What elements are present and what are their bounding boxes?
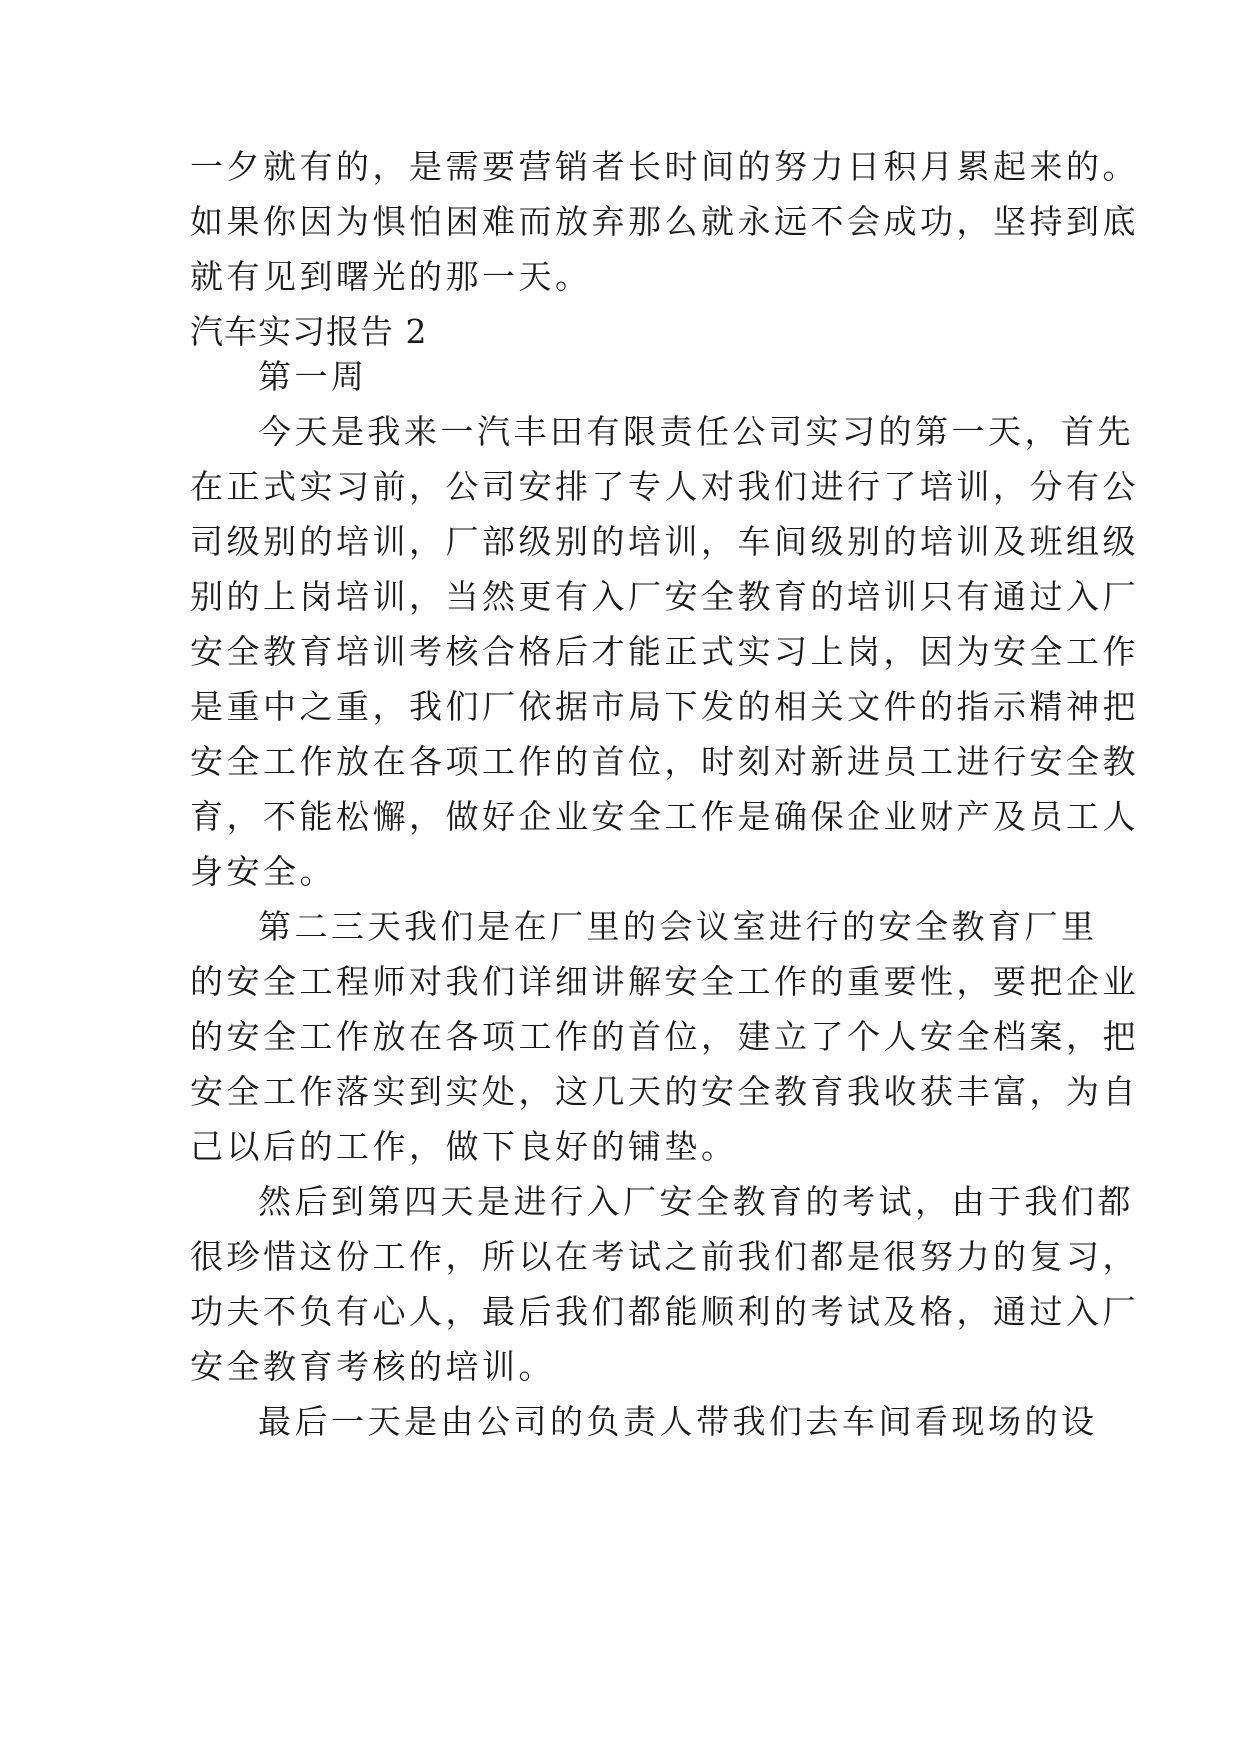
paragraph-first-line: 第二三天我们是在厂里的会议室进行的安全教育厂里	[258, 907, 1098, 946]
body-line: 己以后的工作，做下良好的铺垫。	[190, 1127, 738, 1166]
body-line: 一夕就有的，是需要营销者长时间的努力日积月累起来的。	[190, 147, 1139, 186]
body-line: 安全工作落实到实处，这几天的安全教育我收获丰富，为自	[190, 1072, 1139, 1111]
body-line: 的安全工程师对我们详细讲解安全工作的重要性，要把企业	[190, 962, 1139, 1001]
subsection-heading: 第一周	[258, 357, 368, 396]
body-line: 功夫不负有心人，最后我们都能顺利的考试及格，通过入厂	[190, 1292, 1139, 1331]
body-line: 身安全。	[190, 852, 336, 891]
body-line: 很珍惜这份工作，所以在考试之前我们都是很努力的复习，	[190, 1237, 1139, 1276]
paragraph-first-line: 今天是我来一汽丰田有限责任公司实习的第一天，首先	[258, 412, 1134, 451]
body-line: 如果你因为惧怕困难而放弃那么就永远不会成功，坚持到底	[190, 202, 1139, 241]
body-line: 安全工作放在各项工作的首位，时刻对新进员工进行安全教	[190, 742, 1139, 781]
body-line: 安全教育培训考核合格后才能正式实习上岗，因为安全工作	[190, 632, 1139, 671]
body-line: 育，不能松懈，做好企业安全工作是确保企业财产及员工人	[190, 797, 1139, 836]
paragraph-first-line: 然后到第四天是进行入厂安全教育的考试，由于我们都	[258, 1182, 1134, 1221]
body-line: 安全教育考核的培训。	[190, 1347, 555, 1386]
body-line: 司级别的培训，厂部级别的培训，车间级别的培训及班组级	[190, 522, 1139, 561]
body-line: 的安全工作放在各项工作的首位，建立了个人安全档案，把	[190, 1017, 1139, 1056]
body-line: 在正式实习前，公司安排了专人对我们进行了培训，分有公	[190, 467, 1139, 506]
section-heading: 汽车实习报告 2	[190, 312, 428, 351]
body-line: 别的上岗培训，当然更有入厂安全教育的培训只有通过入厂	[190, 577, 1139, 616]
body-line: 是重中之重，我们厂依据市局下发的相关文件的指示精神把	[190, 687, 1139, 726]
body-line: 就有见到曙光的那一天。	[190, 257, 592, 296]
paragraph-first-line: 最后一天是由公司的负责人带我们去车间看现场的设	[258, 1402, 1098, 1441]
